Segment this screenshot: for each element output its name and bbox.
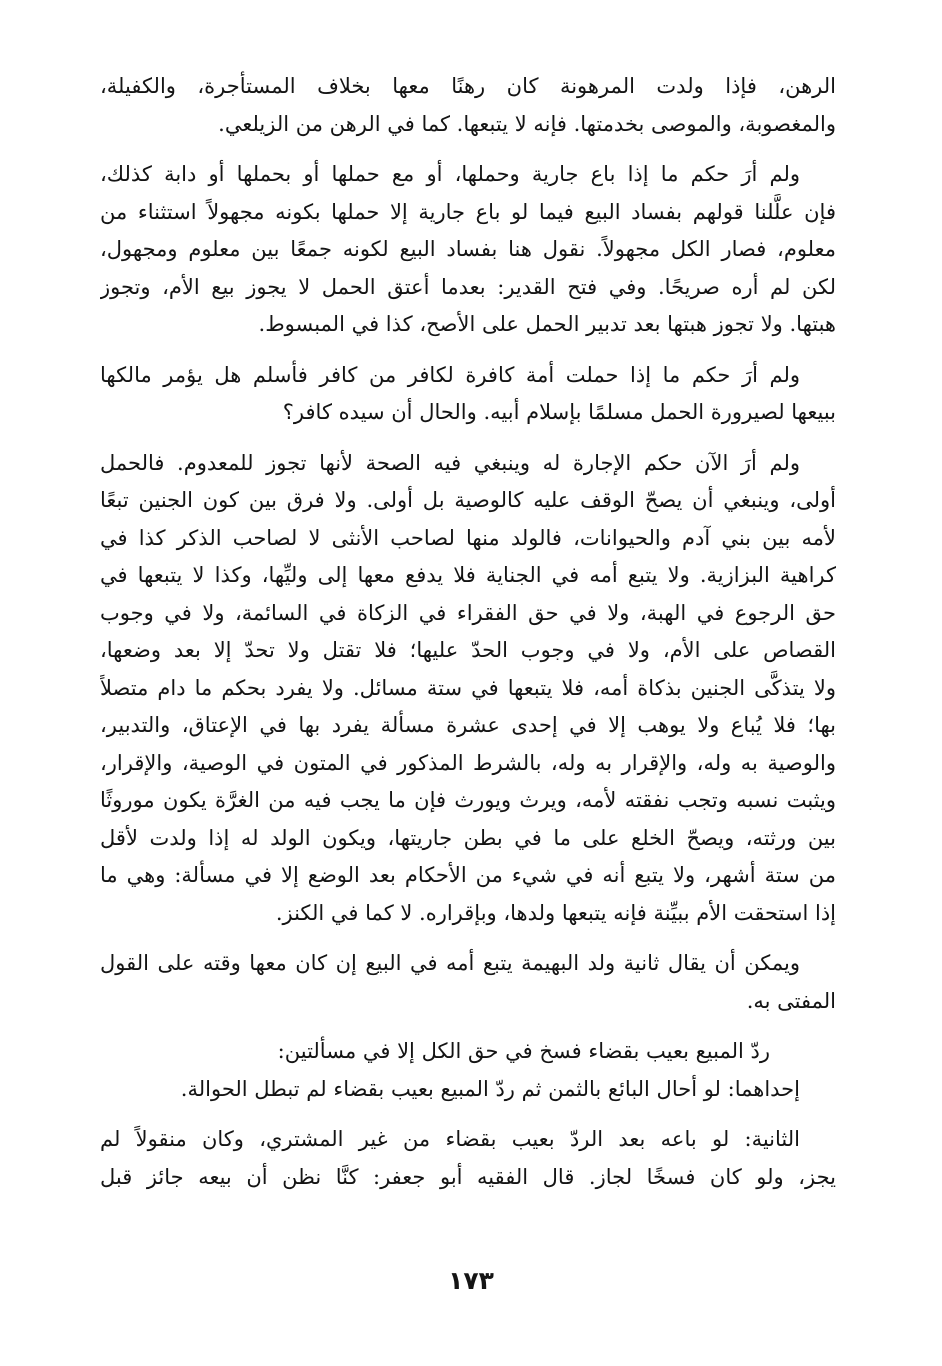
- text-line: يجز، ولو كان فسخًا لجاز. قال الفقيه أبو جعفر: كنَّا نظن أن بيعه جائز قبل: [100, 1164, 836, 1189]
- text-line: أولى، وينبغي أن يصحّ الوقف عليه كالوصية بل أولى. ولا فرق بين كون الجنين تبعًا: [100, 488, 836, 512]
- text-line: الثانية: لو باعه بعد الردّ بعيب بقضاء من غير المشتري، وكان منقولاً لم: [100, 1127, 800, 1151]
- text-line: من ستة أشهر، ولا يتبع أنه في شيء من الأحكام بعد الوضع إلا في مسألة: وهي ما: [100, 863, 836, 887]
- text-line: معلوم، فصار الكل مجهولاً. نقول هنا بفساد البيع لكونه جمعًا بين معلوم ومجهول،: [100, 237, 836, 261]
- paragraph-7: [100, 1071, 836, 1109]
- text-line: إذا استحقت الأم ببيِّنة فإنه يتبعها ولدها، وبإقراره. لا كما في الكنز.: [275, 900, 836, 925]
- text-line: ويمكن أن يقال ثانية ولد البهيمة يتبع أمه في البيع إن كان معها وقته على القول: [100, 951, 800, 975]
- page-number: ١٧٣: [448, 1266, 494, 1295]
- text-line: القصاص على الأم، ولا في وجوب الحدّ عليها؛ فلا تقتل ولا تحدّ إلا بعد وضعها،: [100, 638, 836, 662]
- text-line: ولا يتذكَّى الجنين بذكاة أمه، فلا يتبعها في ستة مسائل. ولا يفرد بحكم ما دام متصلاً: [100, 675, 836, 700]
- paragraph-1: [100, 68, 836, 143]
- text-line: لأمه بين بني آدم والحيوانات، فالولد منها لصاحب الأنثى لا لصاحب الذكر كذا في: [100, 525, 836, 550]
- text-line: ولم أرَ حكم ما إذا باع جارية وحملها، أو مع حملها أو بحملها أو دابة كذلك،: [100, 162, 800, 186]
- text-line: لكن لم أره صريحًا. وفي فتح القدير: بعدما أعتق الحمل لا يجوز بيع الأم، وتجوز: [100, 274, 836, 299]
- text-line: هبتها. ولا تجوز هبتها بعد تدبير الحمل على الأصح، كذا في المبسوط.: [258, 312, 836, 336]
- text-line: ببيعها لصيرورة الحمل مسلمًا بإسلام أبيه. والحال أن سيده كافر؟: [282, 400, 836, 424]
- text-line: ويثبت نسبه وتجب نفقته لأمه، ويرث ويورث فإن ما يجب فيه من الغرَّة يكون موروثًا: [100, 788, 836, 812]
- paragraph-6: [100, 1033, 836, 1071]
- paragraph-4: [100, 445, 836, 933]
- text-line: والوصية به وله، والإقرار به وله، بالشرط المذكور في المتون في الوصية، والإقرار،: [100, 750, 836, 775]
- paragraph-2: [100, 156, 836, 344]
- paragraph-3: [100, 357, 836, 432]
- text-line: إحداهما: لو أحال البائع بالثمن ثم ردّ المبيع بعيب بقضاء لم تبطل الحوالة.: [180, 1076, 800, 1101]
- text-line: فإن علَّلنا قولهم بفساد البيع فيما لو باع جارية إلا حملها بكونه مجهولاً استثناء من: [100, 199, 836, 224]
- text-line: ولم أرَ الآن حكم الإجارة له وينبغي فيه الصحة لأنها تجوز للمعدوم. فالحمل: [100, 450, 800, 475]
- text-line: بين ورثته، ويصحّ الخلع على ما في بطن جاريتها، ويكون الولد له إذا ولدت لأقل: [100, 825, 836, 850]
- text-line: حق الرجوع في الهبة، ولا في حق الفقراء في الزكاة في السائمة، ولا في وجوب: [100, 600, 836, 625]
- paragraph-8: [100, 1121, 836, 1196]
- body-text: [100, 68, 836, 1196]
- text-line: بها؛ فلا يُباع ولا يوهب إلا في إحدى عشرة مسألة يفرد بها في الإعتاق، والتدبير،: [100, 713, 836, 737]
- text-line: ولم أرَ حكم ما إذا حملت أمة كافرة لكافر من كافر فأسلم هل يؤمر مالكها: [100, 362, 800, 387]
- text-line: المفتى به.: [746, 988, 836, 1013]
- text-line: كراهية البزازية. ولا يتبع أمه في الجناية فلا يدفع معها إلى وليِّها، وكذا لا يتبعها في: [100, 563, 836, 587]
- text-line: الرهن، فإذا ولدت المرهونة كان رهنًا معها بخلاف المستأجرة، والكفيلة،: [100, 74, 836, 98]
- text-line: والمغصوبة، والموصى بخدمتها. فإنه لا يتبعها. كما في الرهن من الزيلعي.: [218, 111, 836, 136]
- text-line: ردّ المبيع بعيب بقضاء فسخ في حق الكل إلا في مسألتين:: [277, 1039, 770, 1063]
- paragraph-5: [100, 945, 836, 1020]
